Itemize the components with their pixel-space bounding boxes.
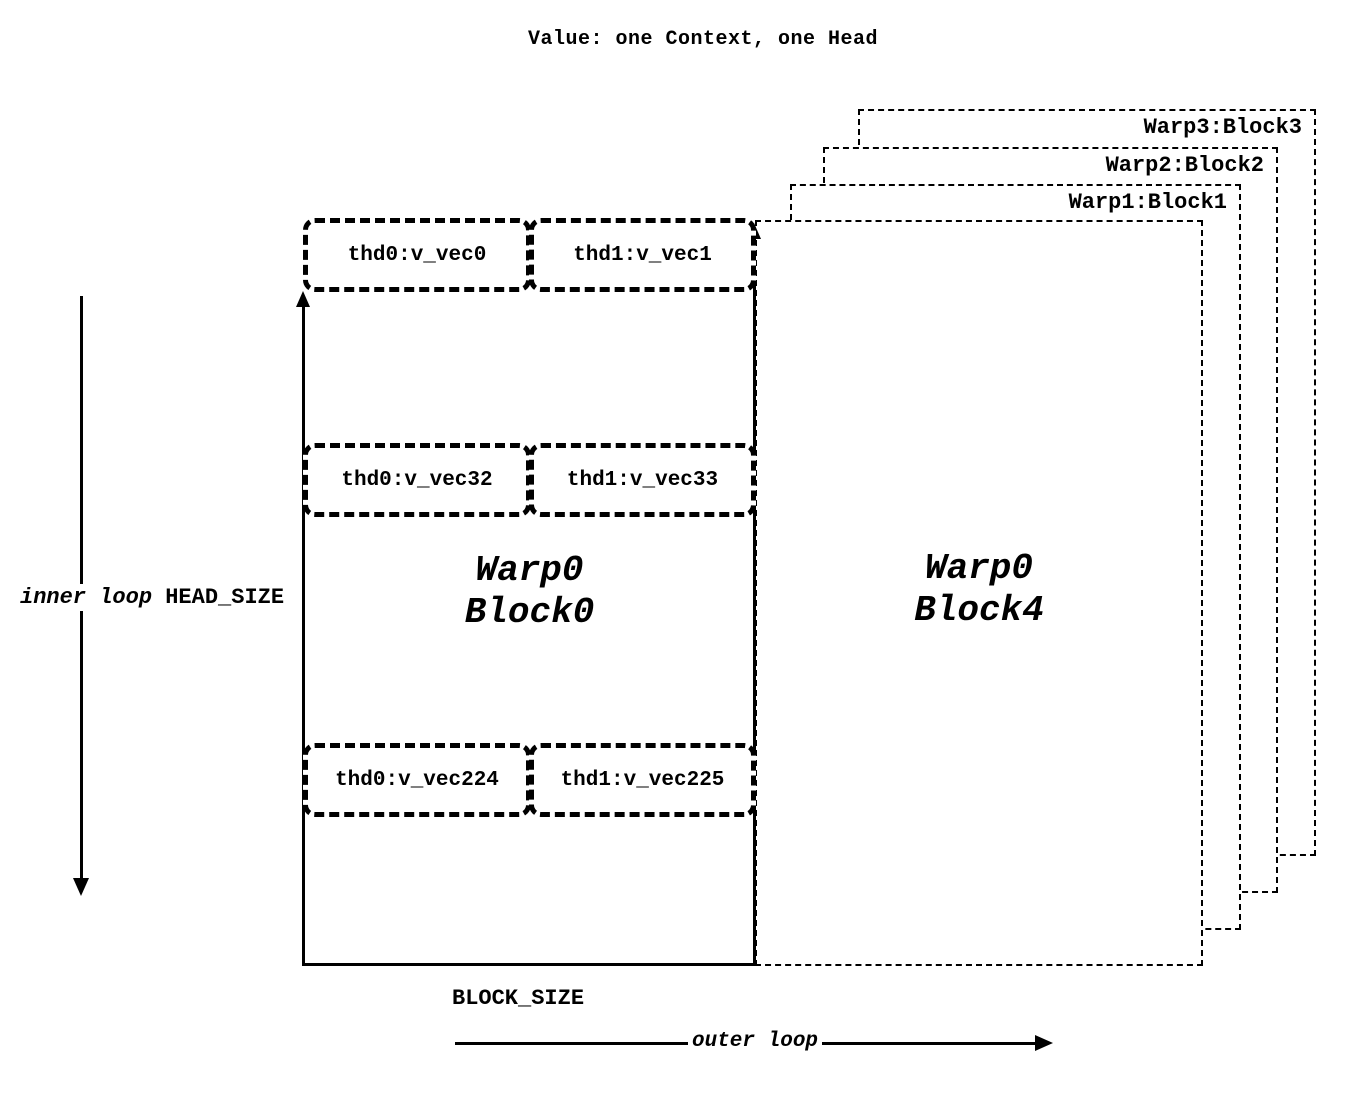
thread-vector-box [529,443,756,517]
thread-vector-box [529,218,756,292]
thread-vector-box [303,443,531,517]
warp0-block0-line2: Block0 [464,592,595,633]
thread-vector-label: thd0:v_vec0 [347,243,487,267]
outer-loop-arrowhead-right-icon [1035,1035,1053,1051]
left-edge-arrowhead-up-icon [296,291,310,307]
inner-loop-axis-label [16,584,288,611]
warp0-block4-line2: Block4 [914,590,1044,631]
block-size-label: BLOCK_SIZE [452,986,585,1011]
warp0-block4-line1: Warp0 [924,548,1034,589]
thread-vector-label: thd0:v_vec32 [341,468,493,492]
thread-vector-box [303,743,531,817]
diagram-title: Value: one Context, one Head [527,28,879,51]
warp0-block4-label [757,548,1201,632]
warp0-block0-label [304,550,755,634]
warp0-block4-box [755,220,1203,966]
main-block-left-edge [302,306,305,966]
thread-vector-label: thd1:v_vec225 [560,768,725,792]
main-block-right-edge [753,238,756,966]
warp2-block2-label: Warp2:Block2 [1105,153,1264,178]
inner-loop-arrowhead-down-icon [73,878,89,896]
inner-loop-text: inner loop [20,585,153,610]
thread-vector-label: thd0:v_vec224 [335,768,499,792]
head-size-text: HEAD_SIZE [165,585,285,610]
thread-vector-box [303,218,531,292]
thread-vector-label: thd1:v_vec33 [566,468,719,492]
warp1-block1-label: Warp1:Block1 [1068,190,1227,215]
warp0-block0-box [304,218,755,966]
warp0-block0-line1: Warp0 [475,550,584,591]
thread-vector-label: thd1:v_vec1 [573,243,712,267]
warp3-block3-label: Warp3:Block3 [1143,115,1302,140]
outer-loop-axis-label: outer loop [688,1029,822,1054]
thread-vector-box [529,743,756,817]
